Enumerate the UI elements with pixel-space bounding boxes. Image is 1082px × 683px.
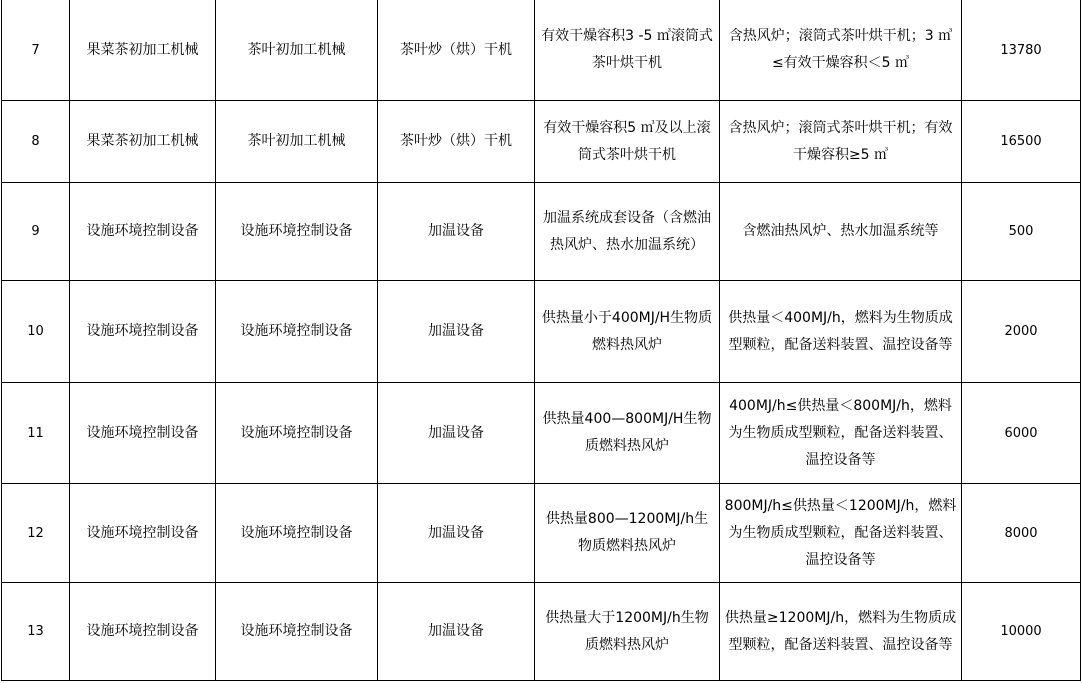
table-row [2, 101, 1081, 183]
basic-config-params [720, 0, 962, 101]
basic-config-params [720, 281, 962, 383]
category-level3: 加温设备 [378, 484, 535, 583]
table-row [2, 583, 1081, 681]
category-level3: 茶叶炒（烘）干机 [378, 0, 535, 101]
subsidy-table [1, 0, 1081, 681]
category-level2: 茶叶初加工机械 [216, 101, 378, 183]
category-level1: 果菜茶初加工机械 [70, 101, 216, 183]
table-row [2, 0, 1081, 101]
table-row [2, 281, 1081, 383]
grade-description [535, 0, 720, 101]
table-row [2, 484, 1081, 583]
category-level1: 设施环境控制设备 [70, 583, 216, 681]
basic-config-params [720, 183, 962, 281]
params-text: 含热风炉；滚筒式茶叶烘干机；有效干燥容积≥5 ㎥ [728, 119, 953, 163]
basic-config-params [720, 583, 962, 681]
row-number: 9 [2, 183, 70, 281]
grade-text: 供热量小于400MJ/H生物质燃料热风炉 [541, 309, 713, 353]
table-row [2, 183, 1081, 281]
subsidy-amount: 2000 [962, 281, 1081, 383]
grade-text: 供热量大于1200MJ/h生物质燃料热风炉 [545, 609, 709, 653]
row-number: 8 [2, 101, 70, 183]
grade-text: 供热量800—1200MJ/h生物质燃料热风炉 [545, 511, 709, 554]
category-level2: 设施环境控制设备 [216, 383, 378, 484]
category-level1: 设施环境控制设备 [70, 484, 216, 583]
grade-description [535, 101, 720, 183]
table-body [2, 0, 1081, 681]
grade-description [535, 383, 720, 484]
subsidy-amount: 10000 [962, 583, 1081, 681]
category-level2: 设施环境控制设备 [216, 583, 378, 681]
grade-text: 有效干燥容积3 -5 ㎥滚筒式茶叶烘干机 [541, 28, 713, 71]
category-level1: 果菜茶初加工机械 [70, 0, 216, 101]
basic-config-params [720, 101, 962, 183]
row-number: 7 [2, 0, 70, 101]
grade-description [535, 183, 720, 281]
grade-text: 有效干燥容积5 ㎥及以上滚筒式茶叶烘干机 [543, 119, 711, 163]
params-text: 含燃油热风炉、热水加温系统等 [742, 223, 939, 239]
category-level3: 加温设备 [378, 383, 535, 484]
grade-text: 供热量400—800MJ/H生物质燃料热风炉 [542, 411, 712, 454]
row-number: 11 [2, 383, 70, 484]
category-level2: 茶叶初加工机械 [216, 0, 378, 101]
row-number: 10 [2, 281, 70, 383]
grade-description [535, 281, 720, 383]
subsidy-amount: 8000 [962, 484, 1081, 583]
params-text: 含热风炉；滚筒式茶叶烘干机；3 ㎥≤有效干燥容积＜5 ㎥ [728, 28, 953, 71]
category-level2: 设施环境控制设备 [216, 183, 378, 281]
category-level1: 设施环境控制设备 [70, 383, 216, 484]
table-row [2, 383, 1081, 484]
basic-config-params [720, 484, 962, 583]
grade-description [535, 484, 720, 583]
category-level1: 设施环境控制设备 [70, 281, 216, 383]
category-level2: 设施环境控制设备 [216, 484, 378, 583]
grade-text: 加温系统成套设备（含燃油热风炉、热水加温系统） [543, 209, 711, 253]
params-text: 400MJ/h≤供热量＜800MJ/h，燃料为生物质成型颗粒，配备送料装置、温控设备等 [728, 397, 953, 468]
category-level3: 加温设备 [378, 183, 535, 281]
row-number: 13 [2, 583, 70, 681]
basic-config-params [720, 383, 962, 484]
category-level2: 设施环境控制设备 [216, 281, 378, 383]
row-number: 12 [2, 484, 70, 583]
params-text: 800MJ/h≤供热量＜1200MJ/h，燃料为生物质成型颗粒，配备送料装置、温控设备等 [724, 497, 957, 568]
category-level3: 加温设备 [378, 281, 535, 383]
params-text: 供热量≥1200MJ/h，燃料为生物质成型颗粒，配备送料装置、温控设备等 [724, 609, 957, 653]
subsidy-amount: 500 [962, 183, 1081, 281]
params-text: 供热量＜400MJ/h，燃料为生物质成型颗粒，配备送料装置、温控设备等 [728, 309, 953, 353]
subsidy-amount: 16500 [962, 101, 1081, 183]
subsidy-amount: 6000 [962, 383, 1081, 484]
category-level3: 茶叶炒（烘）干机 [378, 101, 535, 183]
category-level1: 设施环境控制设备 [70, 183, 216, 281]
grade-description [535, 583, 720, 681]
category-level3: 加温设备 [378, 583, 535, 681]
subsidy-amount: 13780 [962, 0, 1081, 101]
